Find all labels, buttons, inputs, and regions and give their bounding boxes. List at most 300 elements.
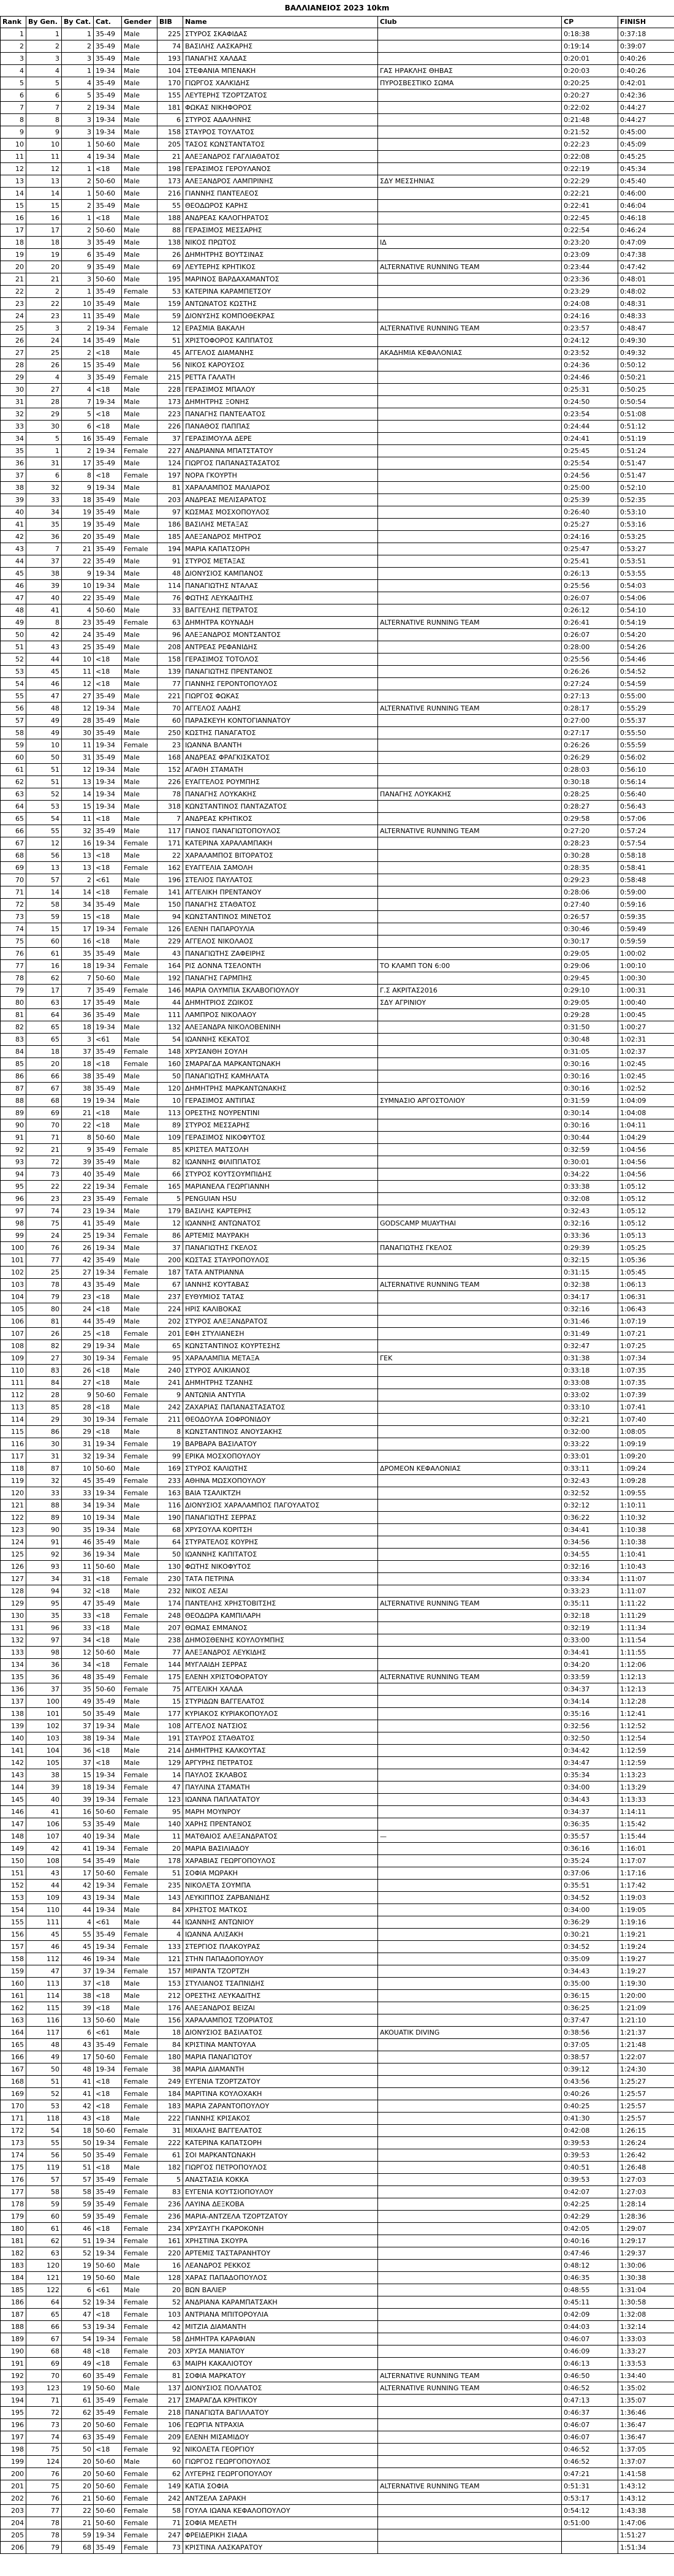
cell-finish: 1:36:46: [618, 2407, 674, 2419]
table-row: [1, 1450, 674, 1463]
cell-checkpoint: 0:33:08: [562, 1377, 618, 1389]
cell-gender: Male: [122, 776, 157, 788]
cell-bib: 75: [157, 1683, 183, 1696]
table-row: [1, 1267, 674, 1279]
cell-finish: 1:12:59: [618, 1745, 674, 1757]
cell-gender: Male: [122, 519, 157, 531]
cell-name: ΑΝΔΡΕΑΣ ΜΕΛΙΣΑΡΑΤΟΣ: [183, 494, 378, 506]
cell-rank: 200: [1, 2468, 26, 2480]
cell-by-category: 50: [62, 2149, 94, 2162]
cell-bib: 5: [157, 1193, 183, 1205]
cell-by-gender: 40: [26, 592, 62, 604]
table-row: [1, 813, 674, 825]
cell-bib: 77: [157, 1647, 183, 1659]
cell-bib: 150: [157, 899, 183, 911]
cell-checkpoint: 0:29:05: [562, 997, 618, 1009]
table-row: [1, 690, 674, 703]
cell-rank: 184: [1, 2272, 26, 2284]
cell-rank: 162: [1, 2002, 26, 2014]
cell-by-category: 36: [62, 1549, 94, 1561]
cell-finish: 1:13:23: [618, 1769, 674, 1781]
cell-by-gender: 37: [26, 555, 62, 568]
cell-finish: 1:14:11: [618, 1806, 674, 1818]
cell-finish: 0:51:47: [618, 470, 674, 482]
table-row: [1, 1978, 674, 1990]
cell-by-gender: 47: [26, 1965, 62, 1978]
cell-name: ΓΟΥΛΑ ΙΩΑΝΑ ΚΕΦΑΛΟΠΟΥΛΟΥ: [183, 2505, 378, 2517]
cell-category: 19-34: [94, 960, 122, 972]
cell-category: 35-49: [94, 1156, 122, 1168]
table-row: [1, 1009, 674, 1021]
cell-checkpoint: 0:30:14: [562, 1107, 618, 1119]
cell-bib: 55: [157, 200, 183, 212]
table-row: [1, 28, 674, 40]
cell-name: ΒΑΣΙΛΗΣ ΛΑΣΚΑΡΗΣ: [183, 40, 378, 53]
cell-by-gender: 69: [26, 2358, 62, 2370]
cell-bib: 21: [157, 151, 183, 163]
cell-category: 19-34: [94, 788, 122, 801]
cell-by-category: 13: [62, 2014, 94, 2027]
cell-checkpoint: 0:42:08: [562, 2125, 618, 2137]
cell-name: ΛΕΑΝΔΡΟΣ ΡΕΚΚΟΣ: [183, 2260, 378, 2272]
cell-finish: 1:04:56: [618, 1156, 674, 1168]
cell-finish: 0:51:08: [618, 408, 674, 421]
cell-category: 35-49: [94, 1279, 122, 1291]
cell-by-category: 49: [62, 1696, 94, 1708]
cell-by-gender: 58: [26, 2186, 62, 2198]
cell-by-gender: 68: [26, 1095, 62, 1107]
cell-name: ΗΡΙΣ ΚΑΛΙΒΟΚΑΣ: [183, 1303, 378, 1316]
cell-name: ΓΙΑΝΝΗΣ ΠΑΝΤΕΛΕΟΣ: [183, 188, 378, 200]
table-row: [1, 1083, 674, 1095]
cell-gender: Female: [122, 2125, 157, 2137]
cell-by-gender: 60: [26, 2211, 62, 2223]
cell-club: ALTERNATIVE RUNNING TEAM: [378, 1598, 562, 1610]
cell-category: 35-49: [94, 825, 122, 837]
cell-by-gender: 49: [26, 2051, 62, 2063]
cell-category: 35-49: [94, 1218, 122, 1230]
cell-by-category: 1: [62, 188, 94, 200]
cell-by-category: 43: [62, 2113, 94, 2125]
cell-name: ΣΟΦΙΑ ΜΑΡΚΑΤΟΥ: [183, 2370, 378, 2382]
table-row: [1, 1610, 674, 1622]
cell-rank: 83: [1, 1034, 26, 1046]
cell-gender: Male: [122, 200, 157, 212]
cell-checkpoint: 0:34:47: [562, 1757, 618, 1769]
cell-by-category: 3: [62, 114, 94, 126]
cell-checkpoint: 0:22:21: [562, 188, 618, 200]
cell-rank: 136: [1, 1683, 26, 1696]
cell-finish: 1:19:03: [618, 1892, 674, 1904]
table-row: [1, 604, 674, 617]
cell-rank: 123: [1, 1524, 26, 1536]
cell-by-gender: 60: [26, 936, 62, 948]
cell-bib: 170: [157, 77, 183, 90]
table-row: [1, 2223, 674, 2235]
cell-by-category: 26: [62, 1365, 94, 1377]
cell-rank: 150: [1, 1855, 26, 1867]
cell-gender: Female: [122, 2174, 157, 2186]
cell-by-gender: 112: [26, 1953, 62, 1965]
cell-bib: 26: [157, 249, 183, 261]
cell-by-gender: 57: [26, 2174, 62, 2186]
cell-bib: 192: [157, 972, 183, 985]
cell-bib: 47: [157, 1781, 183, 1794]
cell-gender: Male: [122, 1218, 157, 1230]
cell-category: 19-34: [94, 1230, 122, 1242]
cell-finish: 1:00:40: [618, 997, 674, 1009]
cell-rank: 54: [1, 678, 26, 690]
cell-by-category: 45: [62, 1941, 94, 1953]
cell-name: ΓΕΡΑΣΙΜΟΣ ΑΝΤΙΠΑΣ: [183, 1095, 378, 1107]
cell-club: [378, 1880, 562, 1892]
cell-finish: 1:10:41: [618, 1549, 674, 1561]
cell-rank: 26: [1, 335, 26, 347]
cell-rank: 172: [1, 2125, 26, 2137]
cell-finish: 0:50:25: [618, 384, 674, 396]
cell-by-gender: 94: [26, 1585, 62, 1598]
cell-name: ΙΩΑΝΝΑ ΠΑΠΛΑΤΑΤΟΥ: [183, 1794, 378, 1806]
cell-name: ΕΛΕΝΗ ΧΡΙΣΤΟΦΟΡΑΤΟΥ: [183, 1671, 378, 1683]
cell-bib: 162: [157, 862, 183, 874]
cell-finish: 1:35:07: [618, 2395, 674, 2407]
cell-by-category: 17: [62, 923, 94, 936]
cell-by-gender: 81: [26, 1316, 62, 1328]
cell-gender: Female: [122, 445, 157, 457]
cell-bib: 61: [157, 2149, 183, 2162]
cell-by-gender: 120: [26, 2260, 62, 2272]
cell-club: [378, 1659, 562, 1671]
cell-checkpoint: 0:23:52: [562, 347, 618, 359]
cell-category: 19-34: [94, 445, 122, 457]
cell-rank: 68: [1, 850, 26, 862]
cell-bib: 139: [157, 666, 183, 678]
cell-finish: 0:48:31: [618, 298, 674, 310]
table-row: [1, 923, 674, 936]
cell-checkpoint: 0:22:08: [562, 151, 618, 163]
cell-checkpoint: 0:34:43: [562, 1794, 618, 1806]
cell-by-category: 62: [62, 2407, 94, 2419]
cell-rank: 168: [1, 2076, 26, 2088]
cell-bib: 232: [157, 1585, 183, 1598]
cell-rank: 31: [1, 396, 26, 408]
cell-checkpoint: 0:20:27: [562, 90, 618, 102]
cell-name: ΠΑΝΤΕΛΗΣ ΧΡΗΣΤΟΒΙΤΣΗΣ: [183, 1598, 378, 1610]
cell-category: 19-34: [94, 2529, 122, 2542]
cell-rank: 143: [1, 1769, 26, 1781]
cell-bib: 249: [157, 2076, 183, 2088]
cell-by-category: 39: [62, 1156, 94, 1168]
cell-gender: Male: [122, 163, 157, 175]
cell-bib: 124: [157, 457, 183, 470]
cell-category: 35-49: [94, 1046, 122, 1058]
cell-by-category: 42: [62, 1254, 94, 1267]
cell-bib: 128: [157, 2272, 183, 2284]
cell-finish: 1:19:30: [618, 1978, 674, 1990]
cell-by-gender: 14: [26, 886, 62, 899]
cell-category: <18: [94, 1573, 122, 1585]
cell-bib: 81: [157, 2370, 183, 2382]
cell-category: <18: [94, 2309, 122, 2321]
cell-category: 19-34: [94, 1953, 122, 1965]
cell-rank: 142: [1, 1757, 26, 1769]
cell-rank: 38: [1, 482, 26, 494]
cell-checkpoint: 0:30:46: [562, 923, 618, 936]
cell-bib: 8: [157, 1426, 183, 1438]
cell-by-category: 34: [62, 1499, 94, 1512]
table-row: [1, 2284, 674, 2296]
cell-club: [378, 629, 562, 641]
cell-name: ΡΙΣ ΔΟΝΝΑ ΤΣΕΛΟΝΤΗ: [183, 960, 378, 972]
cell-bib: 53: [157, 286, 183, 298]
cell-gender: Female: [122, 2358, 157, 2370]
cell-gender: Male: [122, 874, 157, 886]
cell-rank: 89: [1, 1107, 26, 1119]
cell-bib: 173: [157, 175, 183, 188]
cell-rank: 204: [1, 2517, 26, 2529]
cell-checkpoint: 0:29:10: [562, 985, 618, 997]
cell-bib: 184: [157, 2088, 183, 2100]
cell-gender: Male: [122, 457, 157, 470]
cell-name: ΛΕΥΤΕΡΗΣ ΚΡΗΤΙΚΟΣ: [183, 261, 378, 273]
table-row: [1, 2419, 674, 2431]
cell-name: ΚΡΙΣΤΙΝΑ ΜΑΝΤΟΥΛΑ: [183, 2039, 378, 2051]
cell-club: [378, 2358, 562, 2370]
cell-by-category: 32: [62, 1450, 94, 1463]
cell-rank: 135: [1, 1671, 26, 1683]
cell-gender: Male: [122, 703, 157, 715]
cell-gender: Male: [122, 715, 157, 727]
cell-bib: 78: [157, 788, 183, 801]
cell-rank: 4: [1, 65, 26, 77]
cell-bib: 69: [157, 261, 183, 273]
table-row: [1, 65, 674, 77]
cell-finish: 1:43:12: [618, 2493, 674, 2505]
cell-bib: 248: [157, 1610, 183, 1622]
cell-gender: Female: [122, 1193, 157, 1205]
cell-club: [378, 531, 562, 543]
cell-club: [378, 1340, 562, 1352]
cell-rank: 76: [1, 948, 26, 960]
cell-by-category: 1: [62, 212, 94, 224]
table-row: [1, 445, 674, 457]
cell-finish: 0:44:27: [618, 102, 674, 114]
cell-bib: 158: [157, 126, 183, 139]
cell-bib: 242: [157, 2493, 183, 2505]
cell-club: [378, 445, 562, 457]
cell-name: ΑΝΤΩΝΙΑ ΑΝΤΥΠΑ: [183, 1389, 378, 1401]
cell-by-gender: 45: [26, 666, 62, 678]
cell-gender: Male: [122, 1647, 157, 1659]
cell-name: ΔΗΜΗΤΡΑ ΚΟΥΝΑΔΗ: [183, 617, 378, 629]
table-row: [1, 347, 674, 359]
cell-by-gender: 71: [26, 2395, 62, 2407]
cell-rank: 92: [1, 1144, 26, 1156]
cell-by-gender: 24: [26, 1230, 62, 1242]
cell-rank: 140: [1, 1732, 26, 1745]
cell-name: ΧΑΡΑΛΑΜΠΟΣ ΤΖΟΡΙΑΤΟΣ: [183, 2014, 378, 2027]
cell-by-gender: 39: [26, 1781, 62, 1794]
cell-finish: 0:55:59: [618, 739, 674, 752]
table-row: [1, 482, 674, 494]
table-row: [1, 335, 674, 347]
cell-finish: 0:48:02: [618, 286, 674, 298]
cell-club: [378, 2517, 562, 2529]
cell-rank: 39: [1, 494, 26, 506]
cell-by-category: 61: [62, 2395, 94, 2407]
cell-bib: 178: [157, 1855, 183, 1867]
cell-by-gender: 82: [26, 1340, 62, 1352]
table-row: [1, 408, 674, 421]
cell-club: [378, 1573, 562, 1585]
cell-rank: 165: [1, 2039, 26, 2051]
cell-by-category: 28: [62, 715, 94, 727]
cell-checkpoint: 0:25:27: [562, 519, 618, 531]
cell-gender: Male: [122, 1083, 157, 1095]
table-row: [1, 188, 674, 200]
cell-club: ΣΔΥ ΜΕΣΣΗΝΙΑΣ: [378, 175, 562, 188]
cell-club: [378, 2456, 562, 2468]
cell-checkpoint: 0:29:05: [562, 948, 618, 960]
cell-by-gender: 104: [26, 1745, 62, 1757]
cell-name: ΘΕΟΔΩΡΑ ΚΑΜΠΙΛΑΡΗ: [183, 1610, 378, 1622]
cell-name: ΚΡΙΣΤΕΛ ΜΑΤΣΟΛΗ: [183, 1144, 378, 1156]
cell-finish: 1:28:14: [618, 2198, 674, 2211]
cell-name: ΣΤΥΡΟΣ ΜΕΤΑΞΑΣ: [183, 555, 378, 568]
cell-checkpoint: 0:29:45: [562, 972, 618, 985]
cell-gender: Male: [122, 678, 157, 690]
cell-by-gender: 13: [26, 175, 62, 188]
table-row: [1, 2444, 674, 2456]
cell-gender: Female: [122, 2063, 157, 2076]
cell-name: ΚΡΙΣΤΙΝΑ ΛΑΣΚΑΡΑΤΟΥ: [183, 2542, 378, 2554]
cell-by-gender: 54: [26, 2125, 62, 2137]
cell-by-gender: 96: [26, 1622, 62, 1634]
cell-rank: 71: [1, 886, 26, 899]
cell-gender: Male: [122, 114, 157, 126]
cell-category: <18: [94, 163, 122, 175]
cell-rank: 44: [1, 555, 26, 568]
cell-checkpoint: 0:46:13: [562, 2358, 618, 2370]
cell-finish: 0:51:12: [618, 421, 674, 433]
cell-by-gender: 45: [26, 1929, 62, 1941]
cell-club: [378, 899, 562, 911]
cell-rank: 181: [1, 2235, 26, 2247]
cell-by-gender: 3: [26, 53, 62, 65]
cell-by-gender: 114: [26, 1990, 62, 2002]
table-row: [1, 1365, 674, 1377]
cell-by-gender: 6: [26, 470, 62, 482]
cell-gender: Female: [122, 2051, 157, 2063]
cell-by-category: 6: [62, 2284, 94, 2296]
cell-checkpoint: 0:25:56: [562, 580, 618, 592]
cell-rank: 199: [1, 2456, 26, 2468]
cell-name: ΚΑΤΕΡΙΝΑ ΚΑΠΑΤΣΟΡΗ: [183, 2137, 378, 2149]
cell-rank: 118: [1, 1463, 26, 1475]
cell-club: [378, 1990, 562, 2002]
cell-rank: 173: [1, 2137, 26, 2149]
cell-rank: 153: [1, 1892, 26, 1904]
cell-gender: Male: [122, 494, 157, 506]
cell-by-category: 29: [62, 1426, 94, 1438]
cell-bib: 10: [157, 1095, 183, 1107]
cell-club: [378, 2309, 562, 2321]
cell-by-gender: 21: [26, 273, 62, 286]
cell-category: 35-49: [94, 1929, 122, 1941]
cell-rank: 163: [1, 2014, 26, 2027]
cell-category: 19-34: [94, 1720, 122, 1732]
cell-by-category: 19: [62, 2382, 94, 2395]
cell-category: <18: [94, 1978, 122, 1990]
cell-checkpoint: 0:34:56: [562, 1536, 618, 1549]
cell-gender: Female: [122, 2395, 157, 2407]
cell-finish: 1:25:57: [618, 2100, 674, 2113]
cell-by-gender: 1: [26, 28, 62, 40]
cell-by-gender: 100: [26, 1696, 62, 1708]
cell-bib: 211: [157, 1414, 183, 1426]
cell-bib: 153: [157, 1978, 183, 1990]
cell-gender: Male: [122, 1892, 157, 1904]
cell-rank: 113: [1, 1401, 26, 1414]
cell-by-category: 50: [62, 2444, 94, 2456]
cell-name: ΣΤΥΡΟΣ ΜΕΣΣΑΡΗΣ: [183, 1119, 378, 1132]
header-bib: BIB: [157, 17, 183, 28]
cell-gender: Male: [122, 1757, 157, 1769]
cell-checkpoint: 0:42:05: [562, 2223, 618, 2235]
cell-finish: 1:00:02: [618, 948, 674, 960]
cell-category: 35-49: [94, 286, 122, 298]
cell-gender: Male: [122, 1009, 157, 1021]
cell-checkpoint: 0:29:58: [562, 813, 618, 825]
cell-finish: 1:20:00: [618, 1990, 674, 2002]
cell-by-gender: 11: [26, 151, 62, 163]
header-row: [1, 17, 674, 28]
cell-checkpoint: 0:32:16: [562, 1561, 618, 1573]
cell-name: ΧΡΙΣΤΟΦΟΡΟΣ ΚΑΠΠΑΤΟΣ: [183, 335, 378, 347]
cell-gender: Male: [122, 1132, 157, 1144]
cell-finish: 1:25:27: [618, 2076, 674, 2088]
cell-by-category: 46: [62, 2223, 94, 2235]
cell-name: ΧΑΡΑΛΑΜΠΟΣ ΜΑΛΙΑΡΟΣ: [183, 482, 378, 494]
cell-category: <18: [94, 654, 122, 666]
cell-by-category: 17: [62, 457, 94, 470]
cell-bib: 58: [157, 2333, 183, 2345]
cell-bib: 129: [157, 1757, 183, 1769]
cell-rank: 197: [1, 2431, 26, 2444]
cell-category: 19-34: [94, 568, 122, 580]
cell-rank: 60: [1, 752, 26, 764]
cell-name: ΧΑΡΑΣ ΠΑΠΑΔΟΠΟΥΛΟΣ: [183, 2272, 378, 2284]
cell-club: [378, 1303, 562, 1316]
cell-rank: 128: [1, 1585, 26, 1598]
cell-category: <18: [94, 1107, 122, 1119]
table-row: [1, 1904, 674, 1916]
cell-bib: 48: [157, 568, 183, 580]
cell-rank: 7: [1, 102, 26, 114]
cell-by-gender: 64: [26, 1009, 62, 1021]
table-row: [1, 617, 674, 629]
cell-club: ΠΥΡΟΣΒΕΣΤΙΚΟ ΣΩΜΑ: [378, 77, 562, 90]
cell-by-gender: 107: [26, 1831, 62, 1843]
cell-finish: 0:57:54: [618, 837, 674, 850]
cell-by-category: 43: [62, 1279, 94, 1291]
cell-gender: Female: [122, 1438, 157, 1450]
cell-finish: 1:37:07: [618, 2456, 674, 2468]
cell-by-category: 23: [62, 1205, 94, 1218]
cell-bib: 108: [157, 1720, 183, 1732]
header-rank: Rank: [1, 17, 26, 28]
cell-category: 50-60: [94, 2014, 122, 2027]
